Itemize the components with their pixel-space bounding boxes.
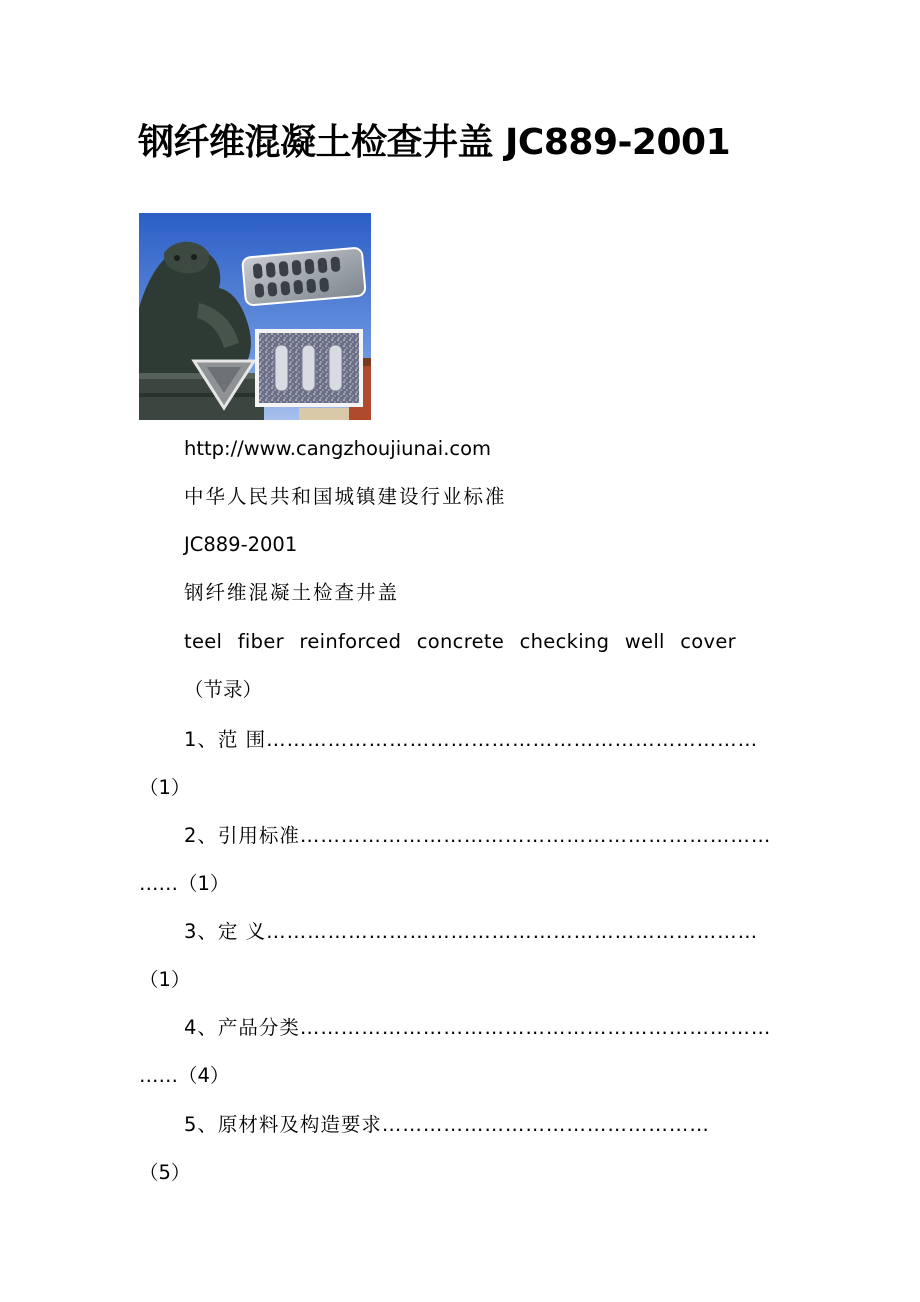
- cover-photo: [139, 213, 371, 420]
- toc-entry-1-page: （1）: [139, 776, 191, 799]
- website-url: http://www.cangzhoujiunai.com: [184, 437, 492, 460]
- standard-name-cn: 钢纤维混凝土检查井盖: [184, 581, 400, 604]
- document-title: 钢纤维混凝土检查井盖 JC889-2001: [138, 122, 731, 163]
- toc-entry-5-page: （5）: [139, 1161, 191, 1184]
- toc-entry-5: 5、原材料及构造要求…………………………………………: [184, 1113, 710, 1136]
- toc-entry-3-page: （1）: [139, 968, 191, 991]
- toc-entry-2-page: ……（1）: [139, 872, 230, 895]
- toc-entry-2: 2、引用标准……………………………………………………………: [184, 824, 772, 847]
- excerpt-note: （节录）: [184, 678, 263, 701]
- toc-entry-4-page: ……（4）: [139, 1064, 230, 1087]
- issuer-line: 中华人民共和国城镇建设行业标准: [184, 485, 507, 508]
- toc-entry-3: 3、定 义………………………………………………………………: [184, 920, 759, 943]
- toc-entry-1: 1、范 围………………………………………………………………: [184, 728, 759, 751]
- toc-entry-4: 4、产品分类……………………………………………………………: [184, 1016, 772, 1039]
- standard-code: JC889-2001: [184, 533, 298, 556]
- standard-name-en: teel fiber reinforced concrete checking well cover: [184, 630, 736, 653]
- cover-photo-graphic: [139, 213, 371, 420]
